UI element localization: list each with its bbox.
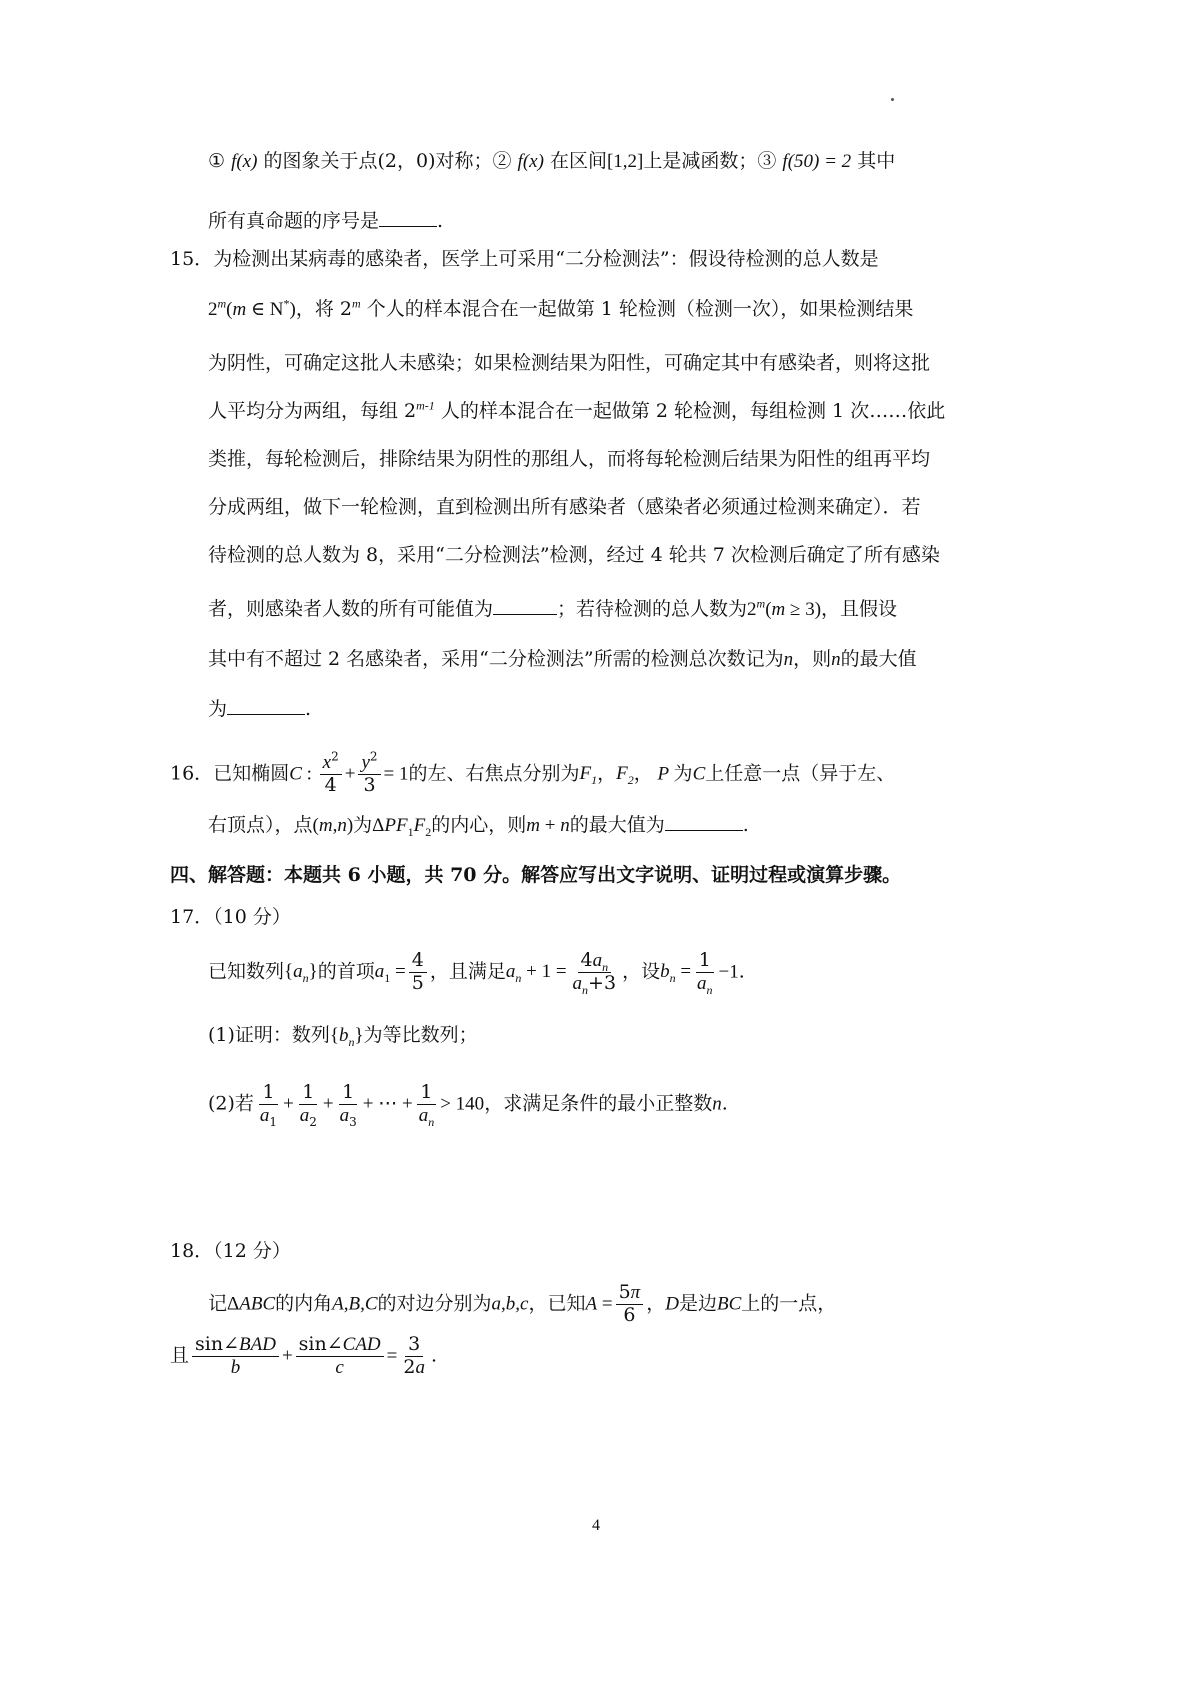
answer-blank (665, 812, 743, 831)
text: 者，则感染者人数的所有可能值为 (208, 598, 494, 620)
text: 的最大值 (840, 648, 917, 670)
item18-line2: 且 $\frac{\text{sin∠BAD}}{b}$ + $\frac{\text{sin∠CAD}}{c}$ = $\frac{3}{2a}$ . (170, 1333, 437, 1378)
text: 其中有不超过 2 名感染者，采用“二分检测法”所需的检测总次数记为 (208, 648, 784, 670)
text: 人平均分为两组，每组 2 (208, 400, 417, 422)
item15-line3 (208, 352, 930, 375)
text: 为等比数列； (363, 1024, 478, 1046)
fraction-1-a2: $\frac{1}{a_2}$ (299, 1081, 317, 1129)
math-fx: f(x) (231, 151, 258, 172)
text: (2)若 (208, 1092, 254, 1115)
text: 为 (353, 814, 373, 836)
text: 为 (208, 698, 228, 720)
text: 且 (170, 1344, 190, 1367)
text: . (721, 1092, 728, 1115)
math-f50: f(50) = 2 (782, 151, 852, 172)
math-mn: (m,n) (312, 815, 354, 836)
item-number: 15． (170, 248, 214, 270)
math-F1: $F_1$ (579, 763, 598, 788)
text: . (437, 210, 444, 232)
item14-line1 (208, 150, 895, 174)
item17-number (170, 906, 291, 929)
heading-text: 四、解答题：本题共 6 小题，共 70 分。解答应写出文字说明、证明过程或演算步骤。 (170, 864, 902, 886)
text: ，将 2 (295, 298, 352, 320)
math-triangle-abc: ΔABC (227, 1293, 276, 1315)
math-triangle: $\Delta PF_1F_2$ (372, 815, 432, 839)
text: 的内心，则 (431, 814, 527, 836)
item17-part1 (208, 1024, 478, 1048)
text: 为检测出某病毒的感染者，医学上可采用“二分检测法”：假设待检测的总人数是 (213, 248, 879, 270)
math-F2: $F_2$ (616, 763, 634, 788)
text: 的左、右焦点分别为 (408, 762, 580, 785)
text: ， (633, 762, 653, 785)
math-2m: 2$^m$(m ∈ N*) (208, 296, 296, 320)
fraction-1-a1: $\frac{1}{a_1}$ (259, 1081, 278, 1129)
fraction-4-5: $\frac{4}{5}$ (409, 950, 427, 995)
math-a1: $a_1$ = (374, 961, 406, 986)
item-number: 18．（12 分） (170, 1240, 291, 1262)
text: 已知数列 (208, 960, 285, 983)
text: 右顶点），点 (208, 814, 313, 836)
text: 所有真命题的序号是 (208, 210, 380, 232)
text: ；若待检测的总人数为 (557, 598, 748, 620)
text: 在区间 (543, 150, 607, 172)
page-number (592, 1516, 600, 1535)
math-sup: m-1 (416, 398, 435, 413)
item18-number (170, 1240, 291, 1263)
answer-blank (493, 596, 557, 615)
fraction-5pi-6: $\frac{5\pi}{6}$ (616, 1282, 644, 1327)
fraction-1-an: $\frac{1}{a_n}$ (418, 1081, 435, 1129)
page-number-text: 4 (592, 1517, 600, 1534)
text: 的最大值为 (569, 814, 665, 836)
math-ABC: A,B,C (332, 1293, 378, 1315)
text: ，则 (793, 648, 832, 670)
text: 分成两组，做下一轮检测，直到检测出所有感染者（感染者必须通过检测来确定）．若 (208, 496, 921, 518)
math-P: P (652, 763, 674, 785)
text: . (742, 814, 749, 836)
text: 是边 (678, 1292, 717, 1315)
text: 的图象关于点(2，0)对称；② (257, 150, 518, 172)
math-C: C (289, 763, 302, 785)
text: 的首项 (317, 960, 375, 983)
item15-line10 (208, 696, 311, 721)
math-n: n (831, 649, 841, 670)
math-A-eq: A = (585, 1293, 613, 1315)
fraction-x2-4: $\frac{x^2}{4}$ (320, 752, 342, 797)
text: . (305, 698, 312, 720)
fraction-1-a3: $\frac{1}{a_3}$ (339, 1081, 357, 1129)
math-n: n (712, 1093, 722, 1115)
item16-line2 (208, 812, 749, 838)
math-interval: [1,2] (606, 151, 644, 172)
answer-blank (227, 696, 305, 715)
item-number: 16． (170, 762, 214, 785)
text: 为 (673, 762, 693, 785)
text: ，求满足条件的最小正整数 (484, 1092, 713, 1115)
text: 待检测的总人数为 8，采用“二分检测法”检测，经过 4 轮共 7 次检测后确定了所有感染 (208, 544, 940, 566)
text: ， (597, 762, 617, 785)
text: 的内角 (275, 1292, 333, 1315)
math-an-plus-1: $a_n + 1$ = (505, 961, 567, 986)
item15-line2 (208, 298, 913, 322)
fraction-sinBAD-b: $\frac{\text{sin∠BAD}}{b}$ (192, 1334, 279, 1379)
section-heading (170, 864, 901, 887)
math-n: n (783, 649, 794, 670)
math-bn: $b_n$ = (660, 961, 692, 986)
item17-line1: 已知数列$\{a_n\}$的首项$a_1$ = $\frac{4}{5}$ ，且满足$a_n + 1$ = $\frac{4a_n}{a_n+3}$ ，设$b_n$ = $\frac{1}{a_n}$ −1. (208, 949, 745, 997)
math-abc: a,b,c (491, 1293, 529, 1315)
math-2m-ge3: $2^m(m \ge 3)$ (747, 596, 822, 620)
speck-dot (891, 98, 894, 101)
item15-line6 (208, 496, 921, 519)
math-m-plus-n: m + n (526, 815, 570, 836)
item15-line4 (208, 400, 945, 423)
text: 个人的样本混合在一起做第 1 轮检测（检测一次），如果检测结果 (360, 298, 914, 320)
math-an-seq: $\{a_n\}$ (284, 961, 318, 986)
fraction-1-an: $\frac{1}{a_n}$ (697, 949, 713, 997)
item14-line2 (208, 208, 443, 233)
item-number: 17．（10 分） (170, 906, 291, 928)
math-BC: BC (716, 1293, 742, 1315)
text: ① (208, 150, 232, 172)
text: 为阴性，可确定这批人未感染；如果检测结果为阳性，可确定其中有感染者，则将这批 (208, 352, 931, 374)
text: ，且满足 (429, 960, 506, 983)
text: (1)证明：数列 (208, 1024, 330, 1046)
math-C: C (692, 763, 706, 785)
text: . (738, 960, 745, 983)
text: 上的一点， (741, 1292, 837, 1315)
item17-part2: (2)若 $\frac{1}{a_1}$ + $\frac{1}{a_2}$ + $\frac{1}{a_3}$ + ⋯ + $\frac{1}{a_n}$ > 140，求满足条件的最小正整数n. (208, 1081, 728, 1129)
item15-line8 (208, 596, 897, 622)
text: ，设 (622, 960, 661, 983)
text: 记 (208, 1292, 228, 1315)
text: 上任意一点（异于左、 (705, 762, 896, 785)
text: ， (646, 1292, 666, 1315)
math-D: D (665, 1293, 679, 1315)
text: 类推，每轮检测后，排除结果为阴性的那组人，而将每轮检测后结果为阳性的组再平均 (208, 448, 931, 470)
item18-line1 (208, 1282, 836, 1327)
text: 人的样本混合在一起做第 2 轮检测，每组检测 1 次……依此 (434, 400, 946, 422)
text: 其中 (851, 150, 896, 172)
text: 上是减函数；③ (643, 150, 783, 172)
item15-line5 (208, 448, 930, 471)
math-sup-m: m (352, 296, 361, 311)
text: 的对边分别为 (377, 1292, 492, 1315)
math-bn-seq: $\{b_n\}$ (329, 1025, 364, 1049)
item15-line7 (208, 544, 940, 567)
text: ，已知 (528, 1292, 586, 1315)
item16-line1: 16．已知椭圆C : $\frac{x^2}{4}$ + $\frac{y^2}{3}$ = 1的左、右焦点分别为$F_1$，$F_2$， P 为C上任意一点（异于左、 (170, 749, 896, 796)
fraction-3-2a: $\frac{3}{2a}$ (403, 1333, 425, 1378)
fraction-sinCAD-c: $\frac{\text{sin∠CAD}}{c}$ (296, 1334, 384, 1379)
answer-blank (379, 208, 437, 227)
item15-line1 (170, 248, 879, 271)
text: . (430, 1344, 437, 1367)
item15-line9 (208, 648, 917, 672)
math-fx: f(x) (517, 151, 544, 172)
text: ，且假设 (821, 598, 898, 620)
fraction-recurrence: $\frac{4a_n}{a_n+3}$ (572, 949, 617, 997)
fraction-y2-3: $\frac{y^2}{3}$ (358, 752, 380, 797)
text: 已知椭圆 (213, 762, 290, 785)
